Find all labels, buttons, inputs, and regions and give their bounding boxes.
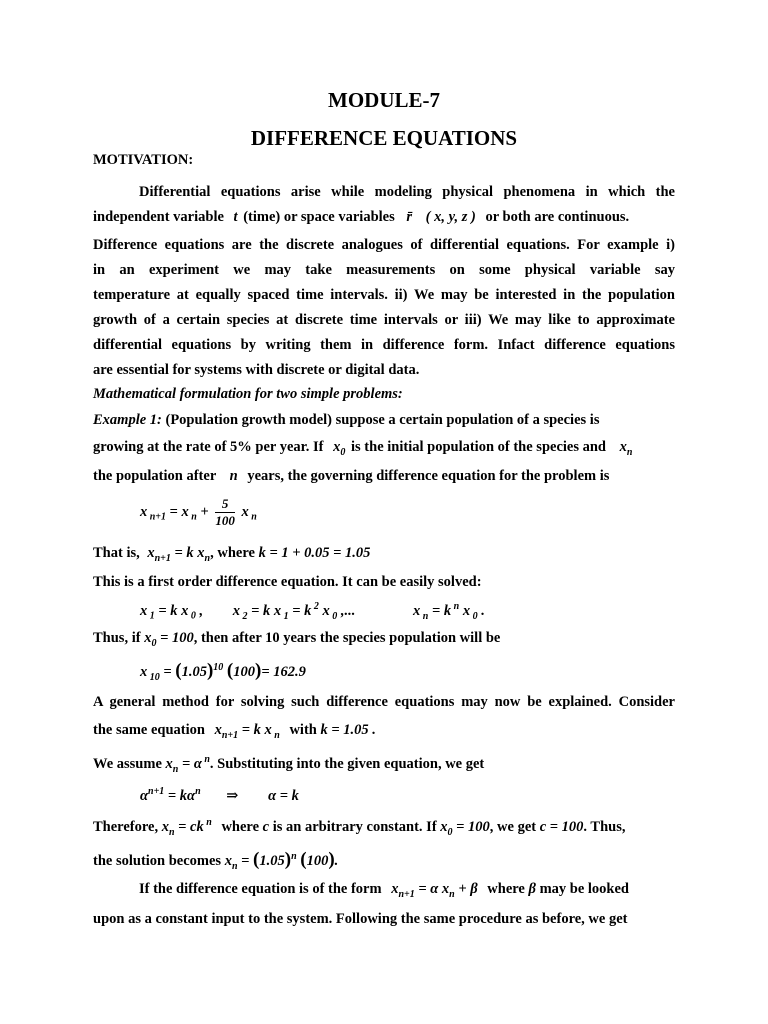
para1-line2: independent variable t (time) or space variables r̄ ( x, y, z ) or both are continuous. [93,209,630,225]
equation-solutions: x $_1$ = k x $_0$ , x $_2$ = k x $_1$ = k $^2$ x $_0$ ,... x $_n$ = k $^n$ x $_0$ . [140,601,485,622]
para1-line5: temperature at equally spaced time intervals. ii) We may be interested in the population [93,287,675,303]
therefore-line: Therefore, $x_n$ = ck $^n$ where c is an arbitrary constant. If $x_0 = 100$, we get c = 100. Thus, [93,817,626,838]
para1-line6: growth of a certain species at discrete time intervals or iii) We may like to approximate [93,312,675,328]
module-title: MODULE-7 [328,88,440,112]
equation-x10: x $_{10} = (1.05)^{10}$ (100)= 162.9 [140,660,306,683]
solution-line: the solution becomes $x_n = (1.05)^n$ (100). [93,849,339,872]
that-is-line: That is, $x_{n+1} = k$ $x_n$, where k = 1 + 0.05 = 1.05 [93,545,371,564]
page-title: DIFFERENCE EQUATIONS [250,126,518,150]
first-order-line: This is a first order difference equation. It can be easily solved: [93,574,482,590]
para1-line8: are essential for systems with discrete or digital data. [93,362,420,378]
para1-line4: in an experiment we may take measurements on some physical variable say [93,262,675,278]
example1-line2: growing at the rate of 5% per year. If $x_0$ is the initial population of the species and $x_n$ [93,439,633,458]
equation-difference: x $_{n+1}$ = x $_n$ + $\frac{5}{100}$ x $_n$ [140,496,257,528]
upon-line: upon as a constant input to the system. Following the same procedure as before, we get [93,911,628,927]
assume-line: We assume $x_n = \alpha$ $^n$. Substituting into the given equation, we get [93,754,485,775]
para1-line1: Differential equations arise while modeling physical phenomena in which the [139,184,675,200]
thus-if-line: Thus, if $x_0 = 100$, then after 10 years the species population will be [93,630,501,649]
motivation-heading: MOTIVATION: [93,152,194,168]
general-method-line: A general method for solving such difference equations may now be explained. Consider [93,694,675,710]
same-equation-line: the same equation $x_{n+1} = k$ x $_n$ with k = 1.05 . [93,722,376,741]
example1-line3: the population after n years, the governing difference equation for the problem is [93,468,610,484]
if-form-line: If the difference equation is of the form $x_{n+1} = \alpha$ $x_n + \beta$ where β may be looked [139,881,629,900]
formulation-heading: Mathematical formulation for two simple problems: [93,386,403,402]
para1-line3: Difference equations are the discrete analogues of differential equations. For example i) [93,237,675,253]
para1-line7: differential equations by writing them in difference form. Infact difference equations [93,337,675,353]
example1-line1: Example 1: (Population growth model) suppose a certain population of a species is [93,412,600,428]
equation-alpha: $\alpha^{n+1} = k\alpha^n$ ⇒ α = k [140,786,299,804]
